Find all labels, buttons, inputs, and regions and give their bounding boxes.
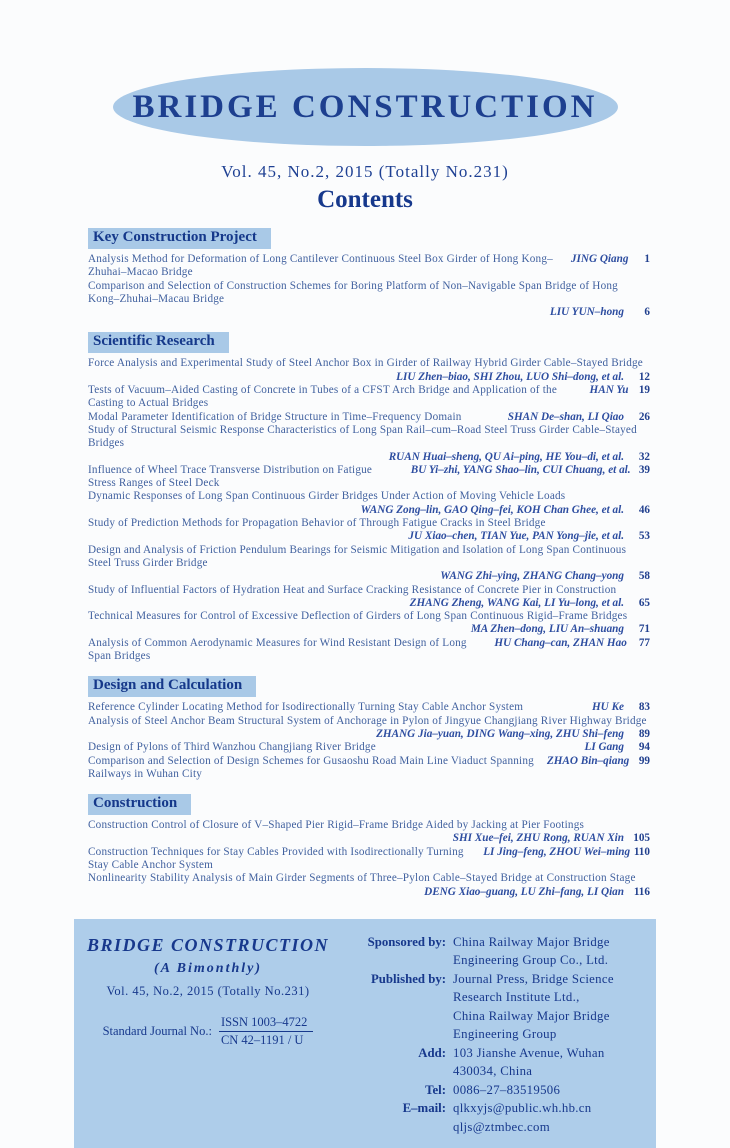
footer-info-value: qlkxyjs@public.wh.hb.cn <box>453 1101 592 1116</box>
entry-authors: HU Chang–can, ZHAN Hao <box>494 636 627 649</box>
entry-authors: SHI Xue–fei, ZHU Rong, RUAN Xin <box>452 832 624 845</box>
entry-page-number: 1 <box>644 253 650 265</box>
entry-title: Study of Prediction Methods for Propagation Behavior of Through Fatigue Cracks in Steel Bridge <box>88 517 546 530</box>
toc-section <box>88 332 650 663</box>
entry-authors: HU Ke <box>591 701 624 714</box>
entry-title: Reference Cylinder Locating Method for Isodirectionally Turning Stay Cable Anchor System <box>88 701 524 714</box>
footer-info <box>342 931 646 1137</box>
entry-title: Design of Pylons of Third Wanzhou Changjiang River Bridge <box>88 741 376 754</box>
footer-subtitle: (A Bimonthly) <box>153 960 263 976</box>
footer-issue-line: Vol. 45, No.2, 2015 (Totally No.231) <box>106 983 310 998</box>
entry-title: Nonlinearity Stability Analysis of Main Girder Segments of Three–Pylon Cable–Stayed Bridge at Construction Stage <box>88 872 636 885</box>
entry-page-number: 39 <box>638 463 650 476</box>
entry-authors: SHAN De–shan, LI Qiao <box>507 410 624 423</box>
entry-page-number: 19 <box>638 384 650 397</box>
issn: ISSN 1003–4722 <box>219 1015 313 1032</box>
toc-entry <box>88 584 650 611</box>
entry-authors: ZHANG Jia–yuan, DING Wang–xing, ZHU Shi–feng <box>376 727 624 740</box>
entry-authors: BU Yi–zhi, YANG Shao–lin, CUI Chuang, et al. <box>410 463 631 476</box>
contents-title: Contents <box>317 186 413 213</box>
footer-info-label: Tel: <box>425 1082 446 1097</box>
entry-authors: WANG Zhi–ying, ZHANG Chang–yong <box>440 570 624 583</box>
entry-title: Study of Structural Seismic Response Characteristics of Long Span Rail–cum–Road Steel Truss Girder Cable–Stayed Bridges <box>88 423 637 450</box>
entry-authors: LI Gang <box>584 741 624 754</box>
entry-title: Tests of Vacuum–Aided Casting of Concrete in Tubes of a CFST Arch Bridge and Application of the Casting to Actual Bridges <box>88 384 557 410</box>
footer-info-label <box>342 1118 446 1137</box>
entry-page-number: 46 <box>638 503 650 516</box>
section-header: Scientific Research <box>88 332 229 353</box>
entry-title: Analysis of Steel Anchor Beam Structural System of Anchorage in Pylon of Jingyue Changjiang River Highway Bridge <box>88 714 647 727</box>
entry-page-number: 116 <box>633 885 650 898</box>
footer-info-value: Journal Press, Bridge Science Research Institute Ltd., <box>453 971 614 1005</box>
entry-authors: WANG Zong–lin, GAO Qing–fei, KOH Chan Ghee, et al. <box>360 503 624 516</box>
toc-entry <box>88 701 650 714</box>
toc-section <box>88 228 650 319</box>
entry-authors: ZHAO Bin–qiang <box>546 754 630 767</box>
footer-info-value: qljs@ztmbec.com <box>453 1119 550 1134</box>
section-header: Design and Calculation <box>88 676 256 697</box>
toc-entry <box>88 715 650 742</box>
entry-page-number: 32 <box>638 450 650 463</box>
footer-journal-title: BRIDGE CONSTRUCTION <box>86 934 330 955</box>
toc-entry <box>88 755 650 782</box>
journal-title: BRIDGE CONSTRUCTION <box>132 88 598 125</box>
section-header: Key Construction Project <box>88 228 271 249</box>
footer-left <box>74 931 342 1137</box>
footer-info-row <box>342 1118 646 1137</box>
cn-number: CN 42–1191 / U <box>220 1032 304 1047</box>
entry-authors: JU Xiao–chen, TIAN Yue, PAN Yong–jie, et al. <box>408 530 624 543</box>
entry-authors: LIU YUN–hong <box>549 306 624 319</box>
entry-page-number: 65 <box>638 596 650 609</box>
entry-title: Modal Parameter Identification of Bridge Structure in Time–Frequency Domain <box>88 410 462 423</box>
entry-title: Dynamic Responses of Long Span Continuous Girder Bridges Under Action of Moving Vehicle Loads <box>88 490 566 503</box>
entry-title: Construction Techniques for Stay Cables Provided with Isodirectionally Turning Stay Cable Anchor System <box>88 845 464 871</box>
footer-info-row <box>342 1081 646 1100</box>
standard-journal-label: Standard Journal No.: <box>102 1023 212 1038</box>
entry-authors: JING Qiang <box>570 253 629 265</box>
toc-entry <box>88 253 650 280</box>
entry-page-number: 26 <box>638 410 650 423</box>
entry-authors: DENG Xiao–guang, LU Zhi–fang, LI Qian <box>424 885 624 898</box>
toc-entry <box>88 424 650 464</box>
footer-info-row <box>342 1007 646 1044</box>
entry-title: Comparison and Selection of Construction Schemes for Boring Platform of Non–Navigable Span Bridge of Hong Kong–Zhuhai–Macau Bridge <box>88 279 618 305</box>
footer-info-row <box>342 933 646 970</box>
issue-line: Vol. 45, No.2, 2015 (Totally No.231) <box>221 162 509 181</box>
entry-authors: MA Zhen–dong, LIU An–shuang <box>470 623 624 636</box>
entry-title: Comparison and Selection of Design Schemes for Gusaoshu Road Main Line Viaduct Spanning Railways in Wuhan City <box>88 754 534 780</box>
footer-info-value: 0086–27–83519506 <box>453 1082 561 1097</box>
footer-info-label: E–mail: <box>402 1101 446 1116</box>
entry-authors: RUAN Huai–sheng, QU Ai–ping, HE You–di, et al. <box>388 450 624 463</box>
toc-entry <box>88 280 650 320</box>
toc-entry <box>88 872 650 899</box>
entry-authors: LIU Zhen–biao, SHI Zhou, LUO Shi–dong, et al. <box>396 370 624 383</box>
section-header: Construction <box>88 794 191 815</box>
entry-page-number: 105 <box>633 832 650 845</box>
toc <box>88 228 650 899</box>
toc-entry <box>88 819 650 846</box>
toc-entry <box>88 384 650 411</box>
footer-info-value: 103 Jianshe Avenue, Wuhan 430034, China <box>453 1045 605 1079</box>
footer-info-label: Published by: <box>370 971 446 986</box>
entry-page-number: 94 <box>638 741 650 754</box>
entry-page-number: 99 <box>638 754 650 767</box>
entry-page-number: 12 <box>638 370 650 383</box>
entry-title: Analysis of Common Aerodynamic Measures for Wind Resistant Design of Long Span Bridges <box>88 636 467 663</box>
entry-title: Design and Analysis of Friction Pendulum Bearings for Seismic Mitigation and Isolation of Long Span Continuous Steel Truss Girder Bridge <box>88 543 627 569</box>
entry-title: Study of Influential Factors of Hydration Heat and Surface Cracking Resistance of Concrete Pier in Construction <box>88 583 617 596</box>
toc-section <box>88 794 650 899</box>
footer-info-row <box>342 1099 646 1118</box>
footer-colophon <box>74 919 656 1148</box>
toc-entry <box>88 411 650 424</box>
entry-page-number: 89 <box>638 727 650 740</box>
toc-entry <box>88 544 650 584</box>
footer-info-label: Add: <box>418 1045 446 1060</box>
standard-journal-no <box>74 1015 342 1048</box>
footer-info-value: China Railway Major Bridge Engineering Group Co., Ltd. <box>453 934 610 968</box>
entry-page-number: 83 <box>638 701 650 714</box>
entry-page-number: 110 <box>633 845 650 858</box>
footer-info-label: Sponsored by: <box>367 934 446 949</box>
toc-entry <box>88 357 650 384</box>
entry-title: Force Analysis and Experimental Study of Steel Anchor Box in Girder of Railway Hybrid Girder Cable–Stayed Bridge <box>88 357 643 370</box>
entry-page-number: 53 <box>638 530 650 543</box>
toc-entry <box>88 637 650 664</box>
entry-title: Analysis Method for Deformation of Long Cantilever Continuous Steel Box Girder of Hong Kong–Zhuhai–Macao Bridge <box>88 253 553 279</box>
entry-page-number: 58 <box>638 570 650 583</box>
masthead-ellipse <box>113 68 618 146</box>
entry-authors: LI Jing–feng, ZHOU Wei–ming <box>483 845 631 858</box>
footer-info-label <box>342 1007 446 1044</box>
entry-title: Technical Measures for Control of Excessive Deflection of Girders of Long Span Continuous Rigid–Frame Bridges <box>88 610 628 623</box>
entry-page-number: 77 <box>638 636 650 649</box>
toc-section <box>88 676 650 781</box>
footer-info-row <box>342 1044 646 1081</box>
entry-page-number: 6 <box>644 306 650 319</box>
entry-authors: ZHANG Zheng, WANG Kai, LI Yu–long, et al. <box>409 596 624 609</box>
footer-info-row <box>342 970 646 1007</box>
toc-entry <box>88 846 650 873</box>
toc-entry <box>88 741 650 754</box>
entry-title: Construction Control of Closure of V–Shaped Pier Rigid–Frame Bridge Aided by Jacking at Pier Footings <box>88 819 585 832</box>
toc-entry <box>88 464 650 491</box>
entry-page-number: 71 <box>638 623 650 636</box>
issn-cn-fraction <box>219 1015 313 1048</box>
toc-entry <box>88 490 650 517</box>
toc-entry <box>88 517 650 544</box>
masthead <box>0 0 730 214</box>
toc-entry <box>88 610 650 637</box>
entry-title: Influence of Wheel Trace Transverse Distribution on Fatigue Stress Ranges of Steel Deck <box>88 463 373 490</box>
entry-authors: HAN Yu <box>589 384 629 397</box>
footer-info-value: China Railway Major Bridge Engineering Group <box>453 1008 610 1042</box>
